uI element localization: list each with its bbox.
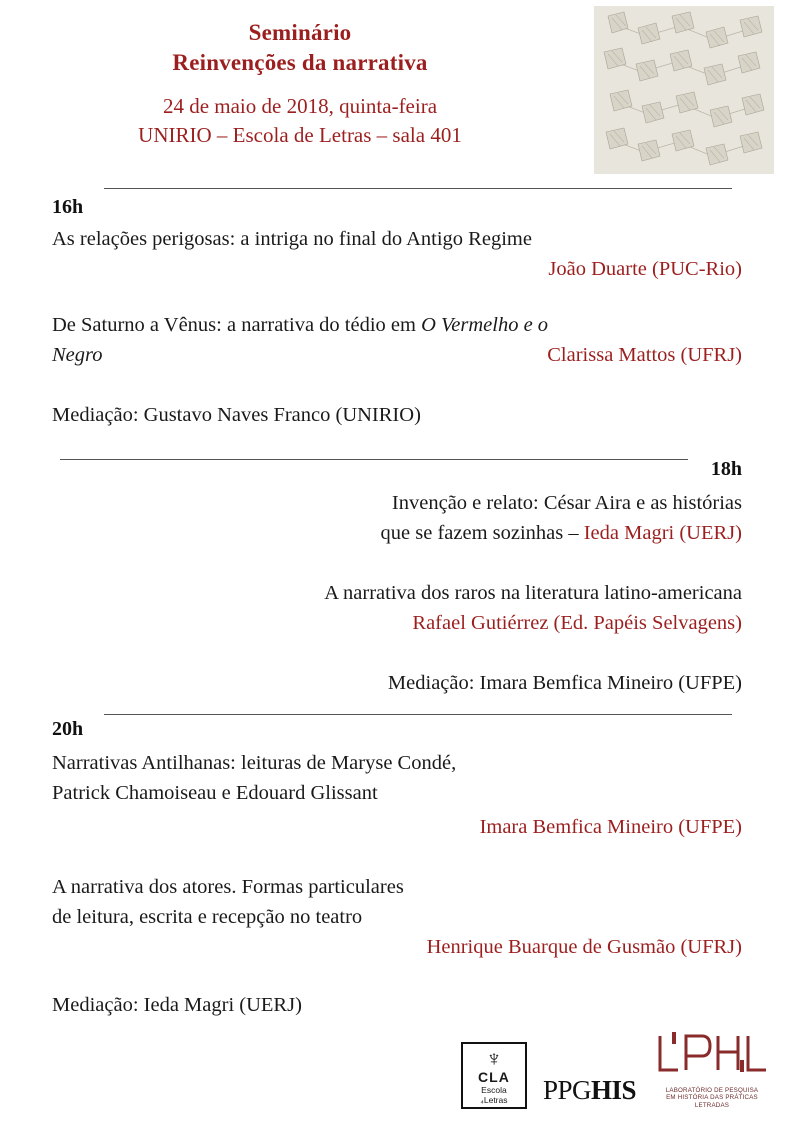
talk-speaker-3: Ieda Magri (UERJ) xyxy=(583,522,742,544)
talk-speaker-1: João Duarte (PUC-Rio) xyxy=(548,258,742,280)
session-hour-20h: 20h xyxy=(52,718,84,740)
artwork-image xyxy=(594,6,774,174)
talk-speaker-4: Rafael Gutiérrez (Ed. Papéis Selvagens) xyxy=(412,612,742,634)
talk-title-2-italic-cont: Negro xyxy=(52,344,103,366)
logo-lphl xyxy=(652,1030,772,1109)
moderation-20h: Mediação: Ieda Magri (UERJ) xyxy=(52,994,302,1016)
talk-title-2 xyxy=(52,310,752,340)
ppghis-part1: PPG xyxy=(542,1075,591,1105)
cla-sub1: Escola xyxy=(481,1085,507,1095)
lphl-wordmark-icon xyxy=(652,1030,772,1080)
talk-speaker-6: Henrique Buarque de Gusmão (UFRJ) xyxy=(426,936,742,958)
talk-title-4: A narrativa dos raros na literatura latino-americana xyxy=(324,582,742,604)
talk-title-6-line2: de leitura, escrita e recepção no teatro xyxy=(52,906,363,928)
moderation-16h: Mediação: Gustavo Naves Franco (UNIRIO) xyxy=(52,404,421,426)
moderation-18h: Mediação: Imara Bemfica Mineiro (UFPE) xyxy=(387,672,742,694)
session-hour-16h: 16h xyxy=(52,196,84,218)
talk-title-3-line1: Invenção e relato: César Aira e as histórias xyxy=(391,492,742,514)
talk-title-5-line2: Patrick Chamoiseau e Edouard Glissant xyxy=(52,782,378,804)
cla-wordmark: CLA xyxy=(478,1069,510,1085)
lphl-caption-line1: LABORATÓRIO DE PESQUISA xyxy=(665,1086,759,1094)
lphl-caption-line2: EM HISTÓRIA DAS PRÁTICAS xyxy=(666,1094,758,1102)
poster-header xyxy=(0,18,600,150)
logo-cla xyxy=(461,1042,527,1109)
event-date: 24 de maio de 2018, quinta-feira xyxy=(162,94,438,118)
logo-bar xyxy=(461,1030,772,1109)
talk-title-2-text: De Saturno a Vênus: a narrativa do tédio em xyxy=(52,314,422,336)
page-title-line2: Reinvenções da narrativa xyxy=(172,50,428,75)
cla-sub2: ₄Letras xyxy=(480,1095,508,1105)
talk-title-1: As relações perigosas: a intriga no final do Antigo Regime xyxy=(52,228,532,250)
talk-speaker-5: Imara Bemfica Mineiro (UFPE) xyxy=(479,816,742,838)
talk-title-3-line2 xyxy=(52,518,742,548)
divider-18h xyxy=(60,459,688,460)
session-hour-18h: 18h xyxy=(710,458,742,480)
page-title-line1: Seminário xyxy=(248,20,352,45)
talk-title-6-line1: A narrativa dos atores. Formas particulares xyxy=(52,876,404,898)
talk-title-3-text: que se fazem sozinhas – xyxy=(380,522,584,544)
talk-title-2-italic: O Vermelho e o xyxy=(421,314,549,336)
talk-speaker-2: Clarissa Mattos (UFRJ) xyxy=(547,344,742,366)
event-place: UNIRIO – Escola de Letras – sala 401 xyxy=(138,123,462,147)
lphl-caption-line3: LETRADAS xyxy=(694,1101,730,1109)
talk-title-5-line1: Narrativas Antilhanas: leituras de Maryse Condé, xyxy=(52,752,457,774)
divider-16h xyxy=(104,188,732,189)
logo-ppghis xyxy=(543,1075,636,1109)
ppghis-part2: HIS xyxy=(590,1075,636,1105)
cla-emblem-icon: ♆ xyxy=(485,1046,503,1071)
divider-20h xyxy=(104,714,732,715)
